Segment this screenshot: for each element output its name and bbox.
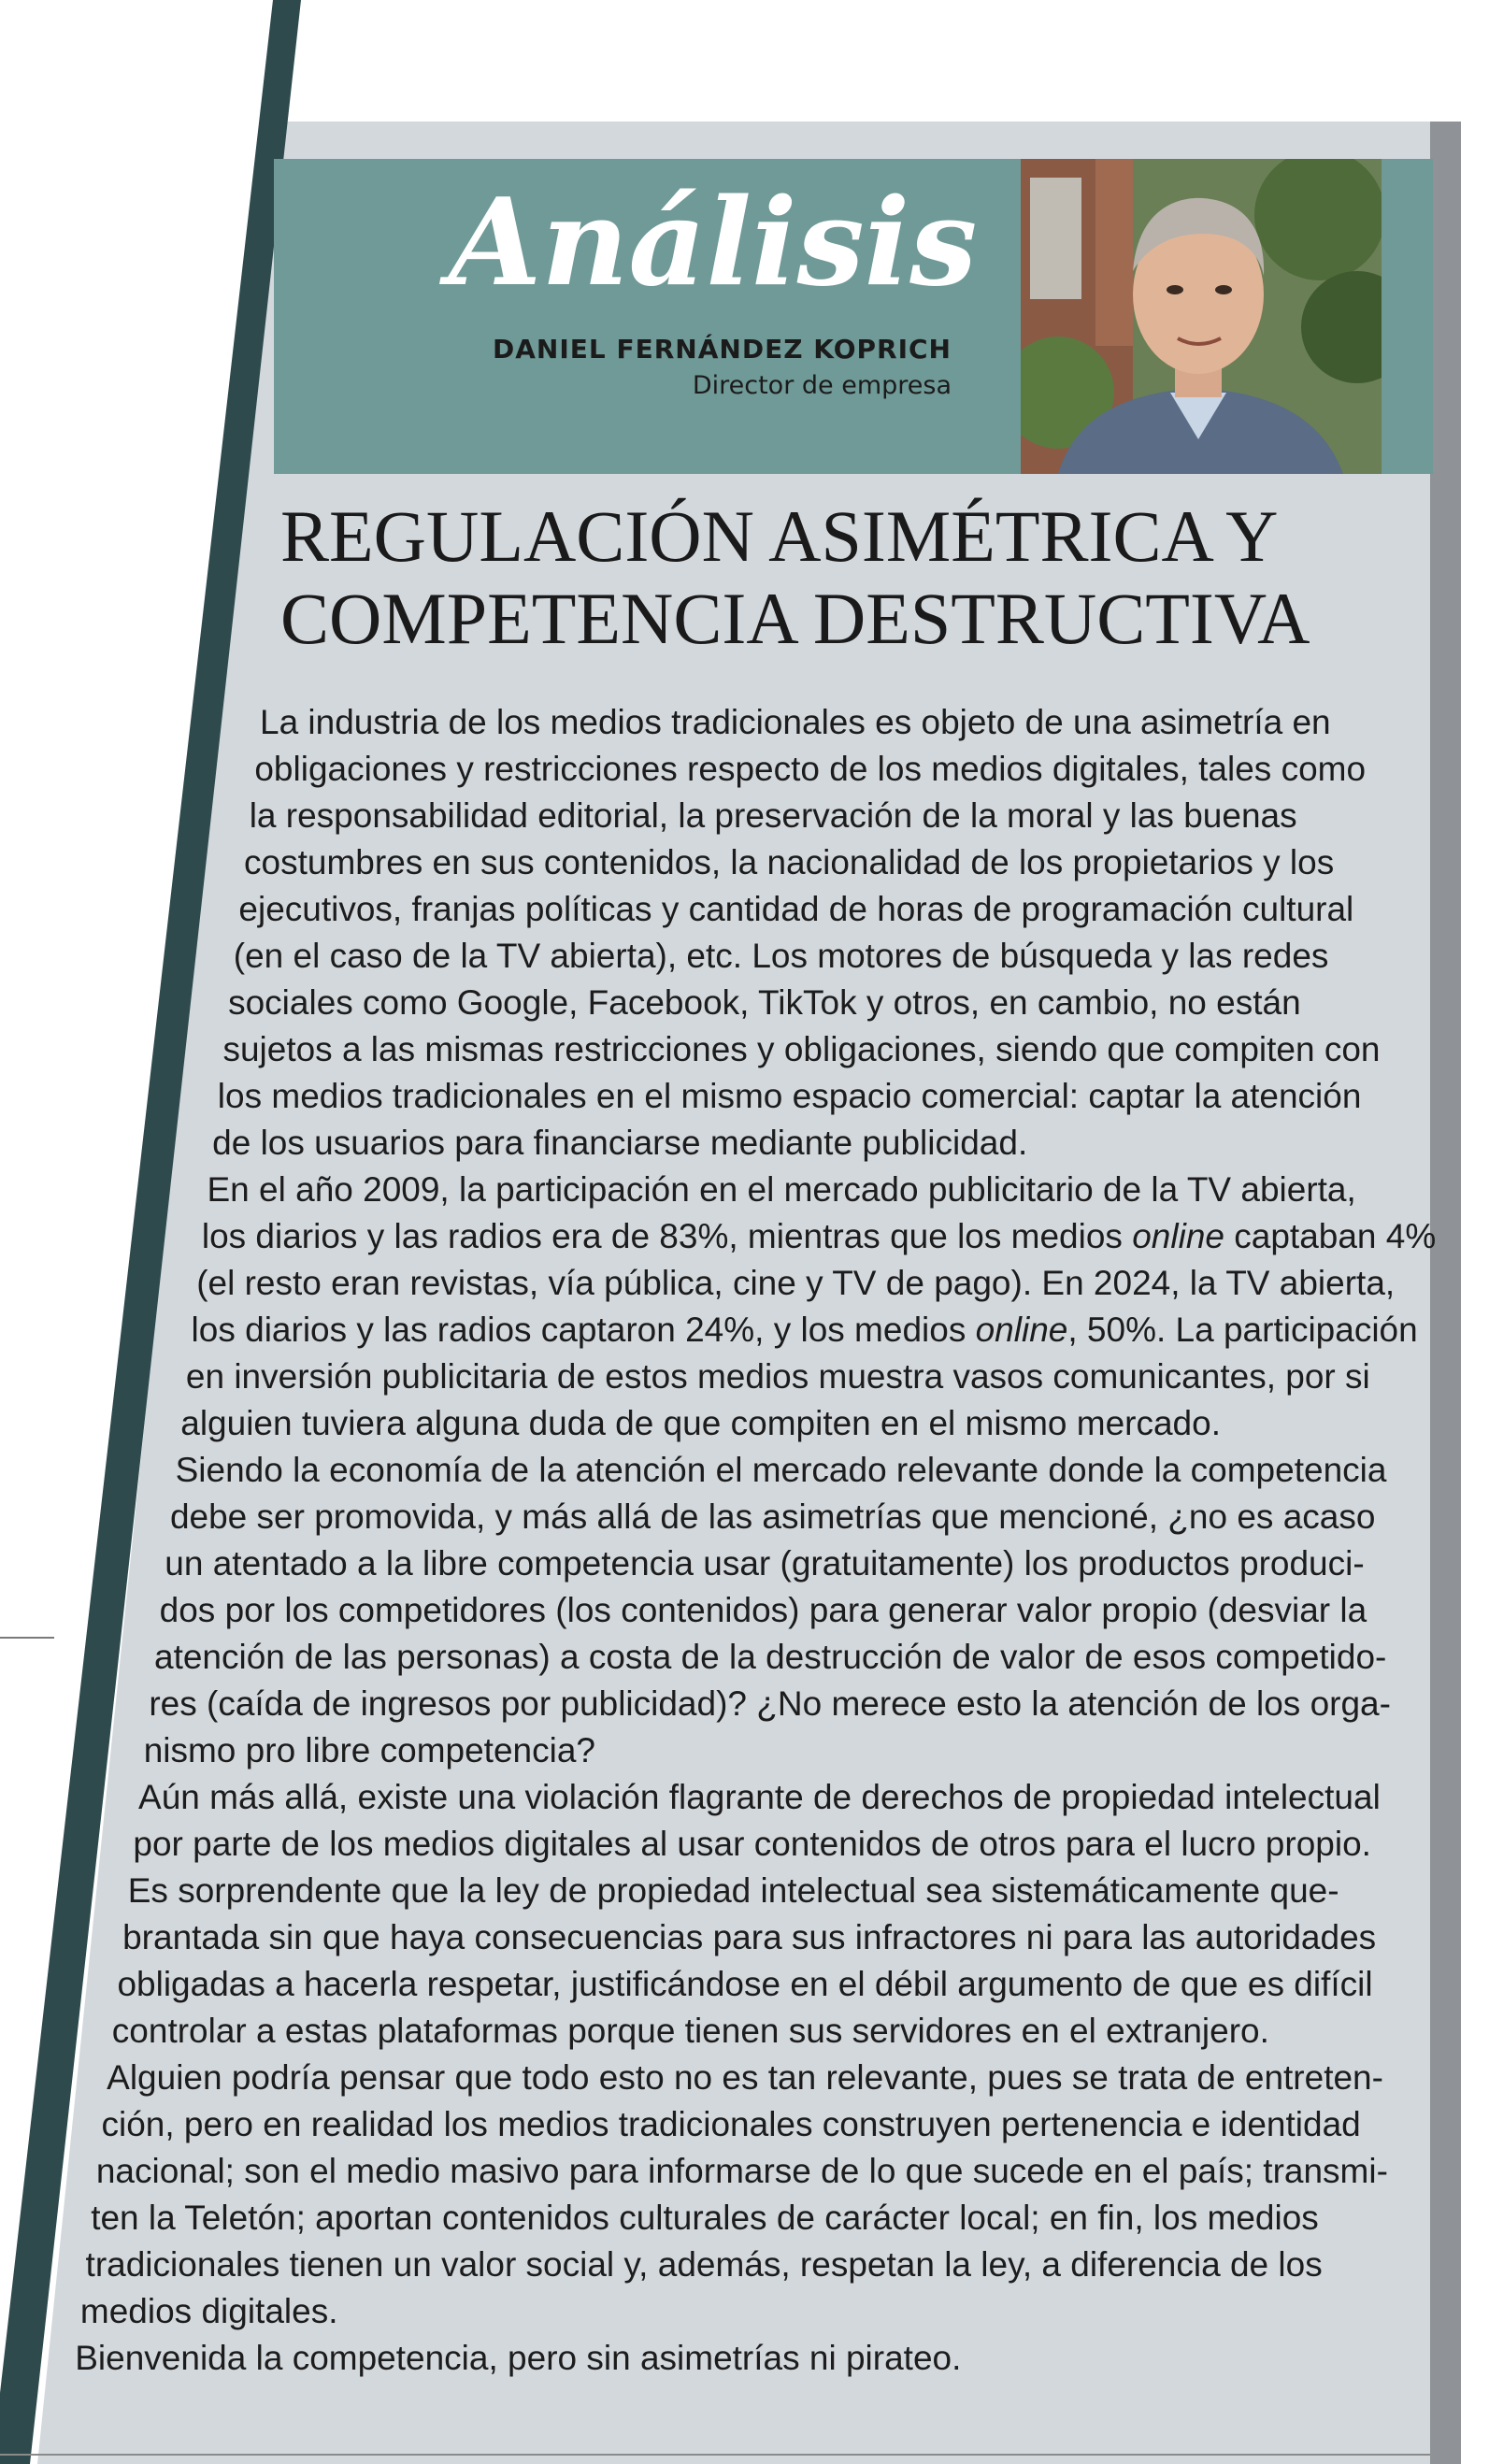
body-line xyxy=(107,2055,1383,2101)
author-portrait xyxy=(1021,159,1382,474)
body-line xyxy=(165,1540,1364,1587)
body-line xyxy=(149,1681,1391,1727)
body-line xyxy=(218,1073,1362,1120)
body-text-segment: nismo pro libre competencia? xyxy=(143,1731,595,1769)
body-text-segment: de los usuarios para financiarse mediante publicidad. xyxy=(212,1124,1028,1162)
body-text-segment: res (caída de ingresos por publicidad)? ¿No merece esto la atención de los orga- xyxy=(149,1684,1391,1723)
body-text-segment: obligadas a hacerla respetar, justificándose en el débil argumento de que es difícil xyxy=(117,1965,1373,2003)
body-line xyxy=(180,1400,1221,1447)
author-name: DANIEL FERNÁNDEZ KOPRICH xyxy=(493,334,952,365)
body-text-segment: captaban 4% xyxy=(1224,1217,1437,1255)
body-line xyxy=(80,2288,338,2335)
body-line xyxy=(176,1447,1387,1494)
headline-line: COMPETENCIA DESTRUCTIVA xyxy=(280,578,1310,659)
body-text-segment: brantada sin que haya consecuencias para sus infractores ni para las autoridades xyxy=(122,1918,1377,1956)
body-text-segment: un atentado a la libre competencia usar (gratuitamente) los productos produci- xyxy=(165,1544,1365,1583)
body-line xyxy=(238,886,1353,933)
body-line xyxy=(102,2101,1361,2148)
headline xyxy=(280,495,1402,660)
body-line xyxy=(186,1354,1370,1400)
body-line xyxy=(202,1213,1436,1260)
body-text-segment: alguien tuviera alguna duda de que compiten en el mismo mercado. xyxy=(180,1404,1221,1442)
body-text-segment: tradicionales tienen un valor social y, además, respetan la ley, a diferencia de los xyxy=(85,2245,1323,2284)
body-text-segment: medios digitales. xyxy=(79,2292,338,2330)
body-text-segment: Alguien podría pensar que todo esto no es tan relevante, pues se trata de entreten- xyxy=(107,2058,1383,2097)
body-line xyxy=(250,793,1297,839)
body-text-segment: (en el caso de la TV abierta), etc. Los motores de búsqueda y las redes xyxy=(233,937,1329,975)
body-text-segment: sociales como Google, Facebook, TikTok y otros, en cambio, no están xyxy=(228,983,1301,1022)
body-line xyxy=(133,1821,1371,1868)
body-line xyxy=(192,1307,1418,1354)
body-text-segment: ejecutivos, franjas políticas y cantidad de horas de programación cultural xyxy=(238,890,1354,928)
italic-term: online xyxy=(1132,1217,1224,1255)
body-text-segment: En el año 2009, la participación en el mercado publicitario de la TV abierta, xyxy=(207,1170,1356,1209)
body-text-segment: la responsabilidad editorial, la preservación de la moral y las buenas xyxy=(249,796,1297,835)
body-line xyxy=(208,1167,1356,1213)
body-line xyxy=(212,1120,1027,1167)
body-line xyxy=(170,1494,1376,1540)
section-title: Análisis xyxy=(449,173,978,313)
body-line xyxy=(234,933,1329,980)
body-line xyxy=(222,1026,1380,1073)
author-role: Director de empresa xyxy=(692,371,952,400)
body-text-segment: (el resto eran revistas, vía pública, cine y TV de pago). En 2024, la TV abierta, xyxy=(196,1264,1396,1302)
body-line xyxy=(138,1774,1381,1821)
headline-line: REGULACIÓN ASIMÉTRICA Y xyxy=(280,495,1279,577)
body-text-segment: , 50%. La participación xyxy=(1067,1311,1418,1349)
body-line xyxy=(128,1868,1339,1914)
body-text-segment: los diarios y las radios captaron 24%, y los medios xyxy=(191,1311,976,1349)
body-text-segment: debe ser promovida, y más allá de las asimetrías que mencioné, ¿no es acaso xyxy=(169,1497,1376,1536)
body-line xyxy=(160,1587,1367,1634)
body-line xyxy=(260,699,1331,746)
body-text-segment: dos por los competidores (los contenidos) para generar valor propio (desviar la xyxy=(159,1591,1367,1629)
body-text-segment: en inversión publicitaria de estos medios muestra vasos comunicantes, por si xyxy=(185,1357,1370,1396)
body-text-segment: obligaciones y restricciones respecto de los medios digitales, tales como xyxy=(254,750,1367,788)
body-line xyxy=(196,1260,1395,1307)
body-text-segment: Siendo la economía de la atención el mercado relevante donde la competencia xyxy=(175,1451,1387,1489)
body-line xyxy=(112,2008,1269,2055)
body-text-segment: Bienvenida la competencia, pero sin asimetrías ni pirateo. xyxy=(75,2339,962,2377)
body-line xyxy=(154,1634,1386,1681)
body-line xyxy=(244,839,1334,886)
body-text-segment: sujetos a las mismas restricciones y obligaciones, siendo que compiten con xyxy=(222,1030,1381,1068)
body-line xyxy=(96,2148,1388,2195)
body-line xyxy=(75,2335,961,2382)
body-text-segment: Aún más allá, existe una violación flagrante de derechos de propiedad intelectual xyxy=(138,1778,1381,1816)
body-text-segment: costumbres en sus contenidos, la nacionalidad de los propietarios y los xyxy=(244,843,1335,881)
body-text-segment: los medios tradicionales en el mismo espacio comercial: captar la atención xyxy=(217,1077,1362,1115)
body-text-segment: ten la Teletón; aportan contenidos culturales de carácter local; en fin, los medios xyxy=(91,2199,1319,2237)
body-line xyxy=(122,1914,1376,1961)
body-line xyxy=(254,746,1366,793)
body-text-segment: los diarios y las radios era de 83%, mientras que los medios xyxy=(201,1217,1133,1255)
body-line xyxy=(144,1727,595,1774)
body-text-segment: por parte de los medios digitales al usar contenidos de otros para el lucro propio. xyxy=(133,1825,1371,1863)
body-line xyxy=(117,1961,1372,2008)
body-text-segment: La industria de los medios tradicionales es objeto de una asimetría en xyxy=(260,703,1331,741)
body-text-segment: controlar a estas plataformas porque tienen sus servidores en el extranjero. xyxy=(111,2012,1269,2050)
body-line xyxy=(86,2242,1323,2288)
body-text-segment: atención de las personas) a costa de la destrucción de valor de esos competido- xyxy=(154,1638,1387,1676)
body-text-segment: ción, pero en realidad los medios tradicionales construyen pertenencia e identidad xyxy=(101,2105,1361,2143)
body-text-segment: Es sorprendente que la ley de propiedad intelectual sea sistemáticamente que- xyxy=(127,1871,1339,1910)
body-line xyxy=(228,980,1301,1026)
body-line xyxy=(91,2195,1319,2242)
italic-term: online xyxy=(975,1311,1068,1349)
body-text-segment: nacional; son el medio masivo para informarse de lo que sucede en el país; transmi- xyxy=(95,2152,1388,2190)
